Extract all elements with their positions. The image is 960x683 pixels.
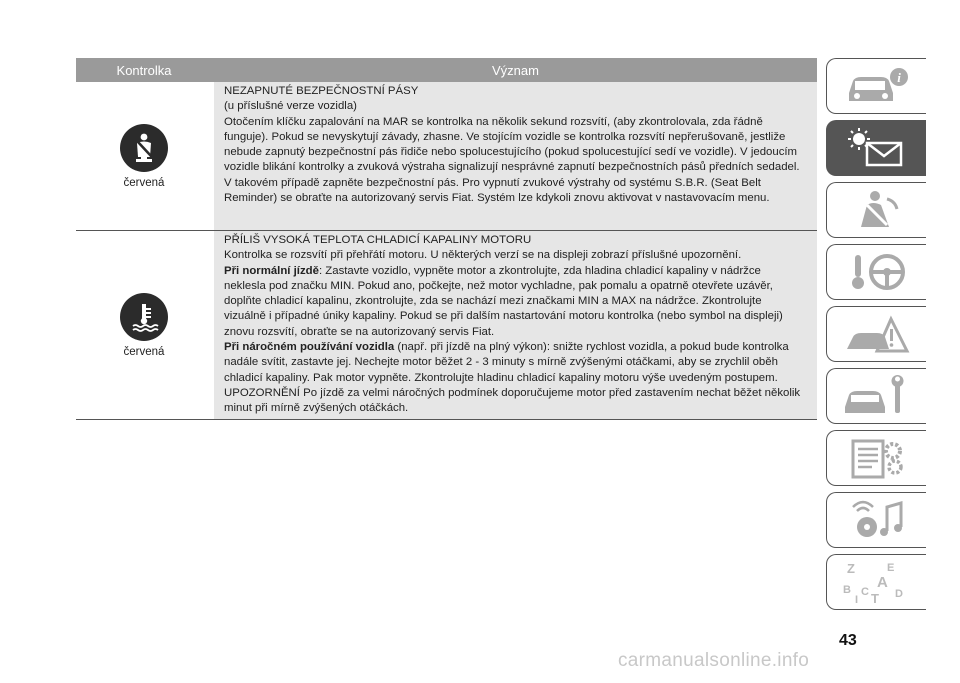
table-row xyxy=(76,231,817,420)
row2-text: Při normální jízdě: Zastavte vozidlo, vypněte motor a zkontrolujte, zda hladina chladicí kapaliny v nádržce xyxy=(224,264,761,277)
coolant-temperature-icon xyxy=(120,293,168,341)
index-letter: D xyxy=(894,588,903,600)
row2-text: znovu rozsvítí, obraťte se na autorizovaný servis Fiat. xyxy=(224,325,495,338)
row2-text: UPOZORNĚNÍ Po jízdě za velmi náročných podmínek doporučujeme motor před zastavením nechat běžet několik xyxy=(224,386,801,399)
specifications-icon xyxy=(837,435,917,481)
row2-text: neklesla pod značku MIN. Pokud ano, počkejte, než motor vychladne, pak pomalu a opatrně otevřete uzávěr, xyxy=(224,279,773,292)
index-letter: E xyxy=(886,562,894,574)
car-info-icon xyxy=(837,63,917,109)
airbag-safety-icon xyxy=(837,187,917,233)
row1-subtitle: (u příslušné verze vozidla) xyxy=(224,100,357,113)
index-letter: T xyxy=(870,591,879,605)
tab-car-info[interactable] xyxy=(826,58,926,114)
lamp-cell xyxy=(76,231,212,419)
tab-warning-lights[interactable] xyxy=(826,120,926,176)
lamp-cell xyxy=(76,82,212,230)
warning-lights-icon xyxy=(837,125,917,171)
chapter-tabs xyxy=(826,58,926,616)
alphabetical-index-icon xyxy=(837,559,917,605)
header-vyznam: Význam xyxy=(492,62,539,78)
row1-title: NEZAPNUTÉ BEZPEČNOSTNÍ PÁSY xyxy=(224,85,419,97)
row1-text: V takovém případě zapněte bezpečnostní pás. Pro vypnutí zvukové výstrahy od systému S.B.R. (Seat Belt xyxy=(224,176,761,189)
row1-text: Reminder) se obraťte na autorizovaný servis Fiat. Systém lze kdykoli znovu aktivovat v nastavovacím menu. xyxy=(224,192,770,205)
multimedia-icon xyxy=(837,497,917,543)
tab-index[interactable] xyxy=(826,554,926,610)
meaning-cell xyxy=(214,82,817,230)
row2-text: doplňte chladicí kapalinu, zkontrolujte, zda se nachází mezi značkami MIN a MAX na nádržce. Zkontrolujte xyxy=(224,295,762,308)
emergency-road-icon xyxy=(837,311,917,357)
row1-text: vozidle blikání kontrolky a zvuková výstraha signalizují nesprávné zapnutí bezpečnostních pásů předních sedadel. xyxy=(224,161,800,174)
normal-driving-label: Při normální jízdě xyxy=(224,264,319,277)
lamp-color-label: červená xyxy=(123,345,165,358)
tab-maintenance[interactable] xyxy=(826,368,926,424)
seat-belt-icon xyxy=(120,124,168,172)
table-header xyxy=(76,58,817,82)
index-letter: Z xyxy=(846,561,855,576)
index-letter: I xyxy=(854,594,858,605)
row2-text: minut při mírně zvýšených otáčkách. xyxy=(224,402,409,415)
row1-text: Otočením klíčku zapalování na MAR se kontrolka na několik sekund rozsvítí, (aby zkontrolovala, zda řádně xyxy=(224,115,763,128)
lamp-color-label: červená xyxy=(123,176,165,189)
row1-text: nebude zapnutý bezpečnostní pás řidiče nebo spolucestujícího (pokud spolucestující sedí ve vozidle). V jedoucím xyxy=(224,146,798,159)
index-letter: A xyxy=(876,574,888,591)
index-letter: C xyxy=(860,586,869,598)
car-wrench-icon xyxy=(837,373,917,419)
row2-text: chladicí kapaliny. Pak motor vypněte. Zkontrolujte hladinu chladicí kapaliny motoru výše uvedeným postupem. xyxy=(224,371,778,384)
tab-starting-driving[interactable] xyxy=(826,244,926,300)
warning-lights-table xyxy=(76,58,817,420)
page-number: 43 xyxy=(839,632,857,649)
row2-title: PŘÍLIŠ VYSOKÁ TEPLOTA CHLADICÍ KAPALINY MOTORU xyxy=(224,234,532,246)
tab-emergency[interactable] xyxy=(826,306,926,362)
row2-text: Při náročném používání vozidla (např. při jízdě na plný výkon): snižte rychlost vozidla, a pokud bude kontrolka xyxy=(224,341,789,354)
svg-text:i: i xyxy=(896,70,901,85)
row2-text: Kontrolka se rozsvítí při přehřátí motoru. U některých verzí se na displeji zobrazí příslušné upozornění. xyxy=(224,249,742,262)
meaning-cell xyxy=(214,231,817,419)
row1-text: funguje). Pokud se nevyskytují závady, zhasne. Ve stojícím vozidle se kontrolka rozsvítí nepřerušovaně, jestliže xyxy=(224,130,786,143)
table-row xyxy=(76,82,817,231)
watermark-text: carmanualsonline.info xyxy=(618,650,810,671)
tab-safety[interactable] xyxy=(826,182,926,238)
row2-text: vizuálně i případné úniky kapaliny. Pokud se při dalším nastartování motoru kontrolka (nebo symbol na displeji) xyxy=(224,310,783,323)
tab-multimedia[interactable] xyxy=(826,492,926,548)
index-letter: B xyxy=(842,584,851,596)
steering-wheel-key-icon xyxy=(837,249,917,295)
heavy-use-label: Při náročném používání vozidla xyxy=(224,341,395,354)
tab-technical-data[interactable] xyxy=(826,430,926,486)
header-kontrolka: Kontrolka xyxy=(116,62,172,78)
row2-text: nadále svítit, zastavte jej. Nechejte motor běžet 2 - 3 minuty s mírně zvýšenými otáčkami, aby se zrychlil oběh xyxy=(224,356,778,369)
